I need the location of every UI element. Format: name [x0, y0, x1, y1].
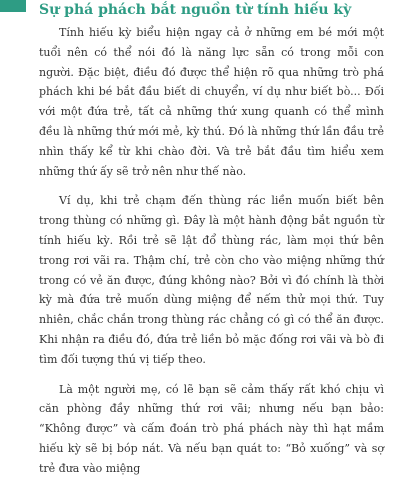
section-tab-marker	[0, 0, 26, 12]
section-heading: Sự phá phách bắt nguồn từ tính hiếu kỳ	[39, 2, 352, 18]
paragraph-2: Ví dụ, khi trẻ chạm đến thùng rác liền muốn biết bên trong thùng có những gì. Đây là một hành động bắt nguồn từ tính hiếu kỳ. Rồi trẻ sẽ lật đổ thùng rác, làm mọi thứ bên trong rơi vãi ra. Thậm chí, trẻ còn cho vào miệng những thứ trong có vẻ ăn được, đúng không nào? Bởi vì đó chính là thời kỳ mà đứa trẻ muốn dùng miệng để nếm thử mọi thứ. Tuy nhiên, chắc chắn trong thùng rác chẳng có gì có thể ăn được. Khi nhận ra điều đó, đứa trẻ liền bỏ mặc đống rơi vãi và bò đi tìm đối tượng thú vị tiếp theo.	[39, 194, 384, 366]
paragraph-1: Tính hiếu kỳ biểu hiện ngay cả ở những em bé mới một tuổi nên có thể nói đó là năng lực sẵn có trong mỗi con người. Đặc biệt, điều đó được thể hiện rõ qua những trò phá phách khi bé bắt đầu biết di chuyển, ví dụ như biết bò... Đối với một đứa trẻ, tất cả những thứ xung quanh có thể mình đều là những thứ mới mẻ, kỳ thú. Đó là những thứ lần đầu trẻ nhìn thấy kể từ khi chào đời. Và trẻ bắt đầu tìm hiểu xem những thứ ấy sẽ trở nên như thế nào.	[39, 26, 384, 178]
body-text	[39, 23, 384, 489]
paragraph-3: Là một người mẹ, có lẽ bạn sẽ cảm thấy rất khó chịu vì căn phòng đầy những thứ rơi vãi; nhưng nếu bạn bảo: “Không được” và cấm đoán trò phá phách này thì hạt mầm hiếu kỳ sẽ bị bóp nát. Và nếu bạn quát to: “Bỏ xuống” và sợ trẻ đưa vào miệng	[39, 382, 384, 475]
